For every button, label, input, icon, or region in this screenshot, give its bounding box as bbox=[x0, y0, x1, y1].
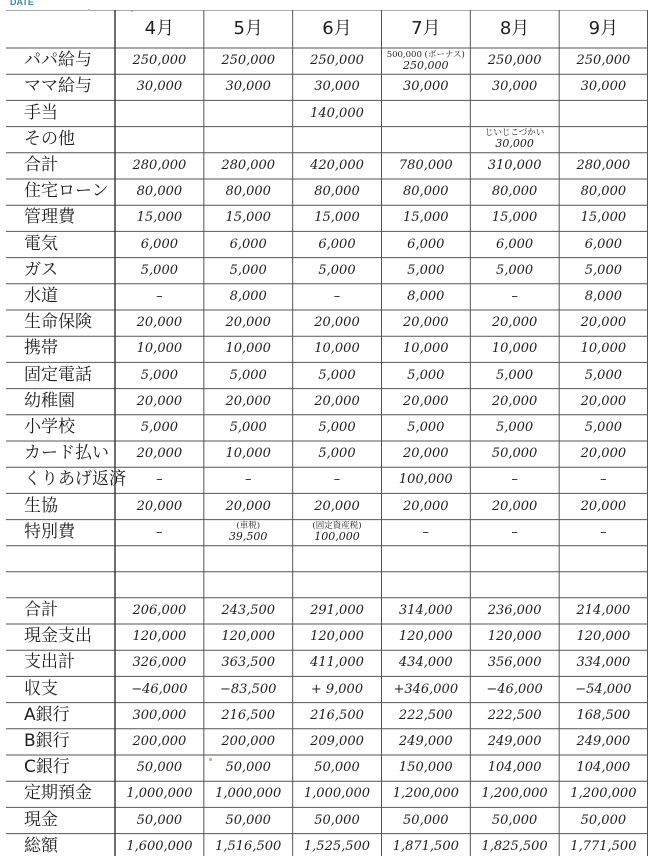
value-cell: 280,000 bbox=[221, 158, 276, 174]
table-row bbox=[6, 258, 648, 284]
value-cell: 15,000 bbox=[580, 210, 627, 226]
value-cell: 780,000 bbox=[398, 158, 453, 174]
value-cell: 8,000 bbox=[584, 289, 622, 305]
value-cell: 200,000 bbox=[132, 734, 187, 750]
value-cell: 20,000 bbox=[314, 315, 360, 331]
table-row bbox=[6, 179, 648, 205]
value-cell: 249,000 bbox=[576, 734, 631, 750]
value-cell: 10,000 bbox=[225, 446, 271, 462]
table-row bbox=[6, 153, 648, 179]
value-cell: 280,000 bbox=[576, 158, 631, 174]
value-cell: 10,000 bbox=[314, 341, 360, 357]
value-cell: 50,000 bbox=[314, 812, 360, 828]
table-row bbox=[6, 205, 648, 231]
row-label: 携帯 bbox=[24, 338, 58, 359]
budget-sheet bbox=[6, 10, 648, 856]
value-cell: 120,000 bbox=[487, 629, 542, 645]
value-cell: 100,000 bbox=[398, 472, 453, 488]
value-cell: 5,000 bbox=[584, 420, 622, 436]
row-label: 手当 bbox=[24, 102, 58, 123]
value-cell: 20,000 bbox=[491, 315, 538, 331]
value-cell: 1,516,500 bbox=[215, 838, 282, 854]
row-label: C銀行 bbox=[24, 757, 70, 778]
value-cell: 50,000 bbox=[136, 812, 183, 828]
value-cell: 20,000 bbox=[136, 315, 183, 331]
value-cell: – bbox=[333, 472, 341, 488]
table-row bbox=[6, 650, 648, 676]
value-cell: 5,000 bbox=[229, 262, 267, 278]
month-header: 4月 bbox=[144, 17, 175, 39]
value-cell bbox=[381, 127, 470, 153]
value-cell: 50,000 bbox=[491, 812, 538, 828]
row-label: 水道 bbox=[24, 285, 58, 306]
value-cell bbox=[204, 127, 293, 153]
value-cell: 6,000 bbox=[407, 236, 445, 252]
value-cell: 80,000 bbox=[136, 184, 183, 200]
value-cell: 1,200,000 bbox=[570, 786, 637, 802]
value-cell: 10,000 bbox=[491, 341, 538, 357]
value-cell: 20,000 bbox=[225, 498, 271, 514]
value-cell bbox=[204, 520, 293, 546]
cell-note: (固定資産税) bbox=[312, 521, 362, 532]
value-cell bbox=[470, 100, 559, 126]
value-cell: – bbox=[600, 472, 607, 488]
row-label: カード払い bbox=[24, 443, 109, 464]
value-cell: 104,000 bbox=[487, 760, 542, 776]
value-cell: 120,000 bbox=[132, 629, 187, 645]
value-cell: – bbox=[511, 524, 518, 540]
value-cell: 50,000 bbox=[225, 812, 271, 828]
row-label: 総額 bbox=[24, 835, 58, 856]
row-label: 住宅ローン bbox=[24, 181, 109, 202]
row-label: 合計 bbox=[24, 599, 58, 620]
table-row bbox=[6, 231, 648, 257]
value-cell: 20,000 bbox=[136, 393, 183, 409]
value-cell: 50,000 bbox=[314, 760, 360, 776]
value-cell: −54,000 bbox=[575, 681, 632, 697]
value-cell: 150,000 bbox=[398, 760, 453, 776]
row-label: ガス bbox=[24, 259, 58, 280]
value-cell: 120,000 bbox=[221, 629, 276, 645]
header-label-cell bbox=[6, 10, 115, 48]
value-cell: 8,000 bbox=[229, 289, 267, 305]
value-cell: – bbox=[511, 472, 518, 488]
table-row bbox=[6, 834, 648, 860]
value-cell: 30,000 bbox=[225, 79, 271, 95]
value-cell: – bbox=[333, 289, 341, 305]
value-cell: 15,000 bbox=[403, 210, 449, 226]
row-label: 小学校 bbox=[24, 416, 75, 437]
value-cell: 6,000 bbox=[495, 236, 534, 252]
value-cell: 50,000 bbox=[580, 812, 627, 828]
table-row bbox=[6, 729, 648, 755]
value-cell: 20,000 bbox=[314, 393, 360, 409]
value-cell: 249,000 bbox=[398, 734, 453, 750]
value-cell bbox=[470, 127, 559, 153]
value-cell: – bbox=[511, 289, 518, 305]
value-cell: 1,525,500 bbox=[303, 838, 371, 854]
value-cell: 411,000 bbox=[310, 655, 364, 671]
value-cell: 5,000 bbox=[140, 420, 178, 436]
value-cell: – bbox=[244, 472, 252, 488]
value-cell: 420,000 bbox=[310, 158, 364, 174]
month-header: 7月 bbox=[411, 17, 441, 39]
value-cell: 80,000 bbox=[403, 184, 449, 200]
table-row bbox=[6, 676, 648, 702]
value-cell: 5,000 bbox=[407, 420, 445, 436]
value-cell: 20,000 bbox=[491, 498, 538, 514]
value-cell: 30,000 bbox=[314, 79, 360, 95]
value-cell: 50,000 bbox=[136, 760, 183, 776]
value-cell: 15,000 bbox=[314, 210, 360, 226]
value-cell: 20,000 bbox=[403, 393, 449, 409]
table-row bbox=[6, 467, 648, 493]
value-cell: 5,000 bbox=[495, 262, 534, 278]
value-cell: 30,000 bbox=[403, 79, 449, 95]
row-label: 生協 bbox=[24, 495, 58, 516]
value-cell: 8,000 bbox=[407, 289, 445, 305]
value-cell bbox=[204, 100, 293, 126]
table-row bbox=[6, 389, 648, 415]
row-label: B銀行 bbox=[24, 730, 70, 751]
value-cell: 80,000 bbox=[491, 184, 538, 200]
value-cell: – bbox=[156, 524, 163, 540]
value-cell: – bbox=[600, 524, 607, 540]
value-cell bbox=[293, 520, 382, 546]
value-cell: 50,000 bbox=[403, 812, 449, 828]
value-cell: 5,000 bbox=[318, 262, 356, 278]
value-cell: 5,000 bbox=[229, 367, 267, 383]
row-label: 定期預金 bbox=[24, 783, 92, 804]
value-cell bbox=[559, 100, 648, 126]
row-label: 生命保険 bbox=[24, 312, 92, 333]
table-row bbox=[6, 362, 648, 388]
value-cell: 5,000 bbox=[407, 262, 445, 278]
table-row bbox=[6, 755, 648, 781]
table-row bbox=[6, 74, 648, 100]
value-cell: 216,500 bbox=[221, 707, 276, 723]
value-cell: 30,000 bbox=[136, 79, 183, 95]
value-cell: 20,000 bbox=[491, 393, 538, 409]
value-cell: + 9,000 bbox=[310, 681, 364, 697]
value-cell: 104,000 bbox=[576, 760, 631, 776]
value-cell: 30,000 bbox=[580, 79, 627, 95]
value-cell: 310,000 bbox=[487, 158, 542, 174]
date-label: DATE bbox=[10, 0, 34, 7]
table-row bbox=[6, 703, 648, 729]
value-cell: 5,000 bbox=[229, 420, 267, 436]
value-cell: 20,000 bbox=[136, 498, 183, 514]
value-cell: 222,500 bbox=[487, 707, 542, 723]
table-row bbox=[6, 127, 648, 153]
value-cell: 1,200,000 bbox=[392, 786, 459, 802]
cell-note: (車税) bbox=[236, 521, 261, 532]
value-cell: 280,000 bbox=[132, 158, 187, 174]
row-label: 収支 bbox=[24, 678, 58, 699]
table-row bbox=[6, 336, 648, 362]
value-cell: 50,000 bbox=[491, 446, 538, 462]
value-cell: 222,500 bbox=[398, 707, 453, 723]
value-cell bbox=[381, 100, 470, 126]
value-cell bbox=[115, 100, 204, 126]
table-row bbox=[6, 284, 648, 310]
value-cell: 250,000 bbox=[310, 53, 364, 69]
row-label: 幼稚園 bbox=[24, 390, 75, 411]
value-cell: – bbox=[156, 289, 163, 305]
value-cell: 434,000 bbox=[398, 655, 453, 671]
value-cell: 20,000 bbox=[580, 498, 627, 514]
value-cell: 140,000 bbox=[310, 105, 364, 121]
row-label: その他 bbox=[24, 128, 75, 149]
value-cell: 168,500 bbox=[576, 707, 631, 723]
cell-note: 500,000 (ボーナス) bbox=[386, 49, 465, 60]
table-row bbox=[6, 781, 648, 807]
value-cell: 5,000 bbox=[495, 367, 534, 383]
value-cell: 20,000 bbox=[136, 446, 183, 462]
value-cell: 250,000 bbox=[487, 53, 542, 69]
table-row bbox=[6, 807, 648, 833]
paper-speck bbox=[131, 10, 133, 12]
value-cell: 20,000 bbox=[403, 315, 449, 331]
month-header: 8月 bbox=[499, 17, 530, 39]
value-cell: 20,000 bbox=[403, 498, 449, 514]
cell-note: じいじこづかい bbox=[484, 128, 545, 139]
row-label: 現金 bbox=[24, 809, 58, 830]
value-cell: 5,000 bbox=[407, 367, 445, 383]
row-label: パパ給与 bbox=[24, 50, 92, 71]
value-cell: 314,000 bbox=[398, 603, 453, 619]
value-cell: 6,000 bbox=[584, 236, 622, 252]
table-row bbox=[6, 624, 648, 650]
value-cell: 15,000 bbox=[225, 210, 271, 226]
value-cell bbox=[381, 48, 470, 74]
value-cell bbox=[559, 127, 648, 153]
header-row bbox=[6, 10, 648, 48]
table-row bbox=[6, 100, 648, 126]
value-cell: 80,000 bbox=[580, 184, 627, 200]
value-cell: 200,000 bbox=[221, 734, 276, 750]
value-cell: 1,600,000 bbox=[126, 838, 193, 854]
value-cell: 50,000 bbox=[225, 760, 271, 776]
row-label: ママ給与 bbox=[24, 76, 92, 97]
row-label: 支出計 bbox=[24, 652, 75, 673]
value-cell: 209,000 bbox=[310, 734, 364, 750]
value-cell: −83,500 bbox=[220, 681, 277, 697]
value-cell bbox=[293, 127, 382, 153]
table-row bbox=[6, 310, 648, 336]
value-cell: 20,000 bbox=[580, 315, 627, 331]
table-row bbox=[6, 415, 648, 441]
value-cell: – bbox=[156, 472, 163, 488]
row-label: 管理費 bbox=[24, 207, 75, 228]
value-cell: 5,000 bbox=[140, 367, 178, 383]
row-label: くりあげ返済 bbox=[24, 469, 126, 490]
value-cell: 1,000,000 bbox=[215, 786, 282, 802]
value-cell: 20,000 bbox=[225, 393, 271, 409]
row-label: 現金支出 bbox=[24, 626, 92, 647]
table-row bbox=[6, 48, 648, 74]
row-label: 電気 bbox=[24, 233, 58, 254]
cell-value: 39,500 bbox=[228, 530, 268, 544]
value-cell: 10,000 bbox=[580, 341, 627, 357]
value-cell: 250,000 bbox=[221, 53, 276, 69]
value-cell: 250,000 bbox=[576, 53, 631, 69]
value-cell: 20,000 bbox=[580, 393, 627, 409]
value-cell: 1,871,500 bbox=[392, 838, 459, 854]
value-cell: 6,000 bbox=[229, 236, 267, 252]
value-cell: 291,000 bbox=[310, 603, 364, 619]
paper-speck bbox=[88, 9, 90, 11]
value-cell: 363,500 bbox=[221, 655, 276, 671]
value-cell: 5,000 bbox=[495, 420, 534, 436]
value-cell: 30,000 bbox=[491, 79, 538, 95]
row-label: 固定電話 bbox=[24, 364, 92, 385]
value-cell: 5,000 bbox=[140, 262, 178, 278]
value-cell: 5,000 bbox=[318, 367, 356, 383]
value-cell: 334,000 bbox=[576, 655, 631, 671]
value-cell: 356,000 bbox=[487, 655, 542, 671]
value-cell: 20,000 bbox=[580, 446, 627, 462]
value-cell: 300,000 bbox=[132, 707, 187, 723]
value-cell: 6,000 bbox=[318, 236, 356, 252]
value-cell: 5,000 bbox=[584, 367, 622, 383]
value-cell: −46,000 bbox=[131, 681, 188, 697]
paper-speck bbox=[209, 758, 212, 761]
value-cell: 5,000 bbox=[584, 262, 622, 278]
value-cell: 80,000 bbox=[225, 184, 271, 200]
value-cell: 214,000 bbox=[576, 603, 631, 619]
value-cell: −46,000 bbox=[486, 681, 543, 697]
value-cell: 1,825,500 bbox=[481, 838, 548, 854]
month-header: 5月 bbox=[233, 17, 263, 39]
value-cell bbox=[115, 127, 204, 153]
value-cell: 1,000,000 bbox=[303, 786, 371, 802]
value-cell: 80,000 bbox=[314, 184, 360, 200]
value-cell: 1,000,000 bbox=[126, 786, 193, 802]
value-cell: 326,000 bbox=[132, 655, 187, 671]
month-header: 6月 bbox=[322, 17, 352, 39]
month-header: 9月 bbox=[588, 17, 619, 39]
value-cell: 120,000 bbox=[398, 629, 453, 645]
value-cell: 236,000 bbox=[487, 603, 542, 619]
row-label: 特別費 bbox=[24, 521, 75, 542]
cell-value: 100,000 bbox=[314, 530, 360, 544]
value-cell: 216,500 bbox=[310, 707, 364, 723]
value-cell: 120,000 bbox=[576, 629, 631, 645]
value-cell: 15,000 bbox=[491, 210, 538, 226]
value-cell: – bbox=[422, 524, 430, 540]
table-row bbox=[6, 520, 648, 546]
value-cell: 20,000 bbox=[403, 446, 449, 462]
value-cell: 20,000 bbox=[225, 315, 271, 331]
value-cell: 6,000 bbox=[140, 236, 178, 252]
table-row bbox=[6, 598, 648, 624]
table-row bbox=[6, 441, 648, 467]
value-cell: 250,000 bbox=[132, 53, 187, 69]
value-cell: 5,000 bbox=[318, 420, 356, 436]
cell-value: 250,000 bbox=[403, 58, 449, 72]
value-cell: 243,500 bbox=[221, 603, 276, 619]
value-cell: +346,000 bbox=[393, 681, 459, 697]
row-label: 合計 bbox=[24, 154, 58, 175]
value-cell: 20,000 bbox=[314, 498, 360, 514]
value-cell: 249,000 bbox=[487, 734, 542, 750]
value-cell: 10,000 bbox=[403, 341, 449, 357]
value-cell: 10,000 bbox=[136, 341, 183, 357]
value-cell: 15,000 bbox=[136, 210, 183, 226]
cell-value: 30,000 bbox=[495, 137, 534, 151]
value-cell: 10,000 bbox=[225, 341, 271, 357]
row-label: A銀行 bbox=[24, 704, 70, 725]
value-cell: 1,771,500 bbox=[570, 838, 637, 854]
value-cell: 5,000 bbox=[318, 446, 356, 462]
table-row bbox=[6, 493, 648, 519]
value-cell: 1,200,000 bbox=[481, 786, 548, 802]
value-cell: 206,000 bbox=[132, 603, 187, 619]
value-cell: 120,000 bbox=[310, 629, 364, 645]
